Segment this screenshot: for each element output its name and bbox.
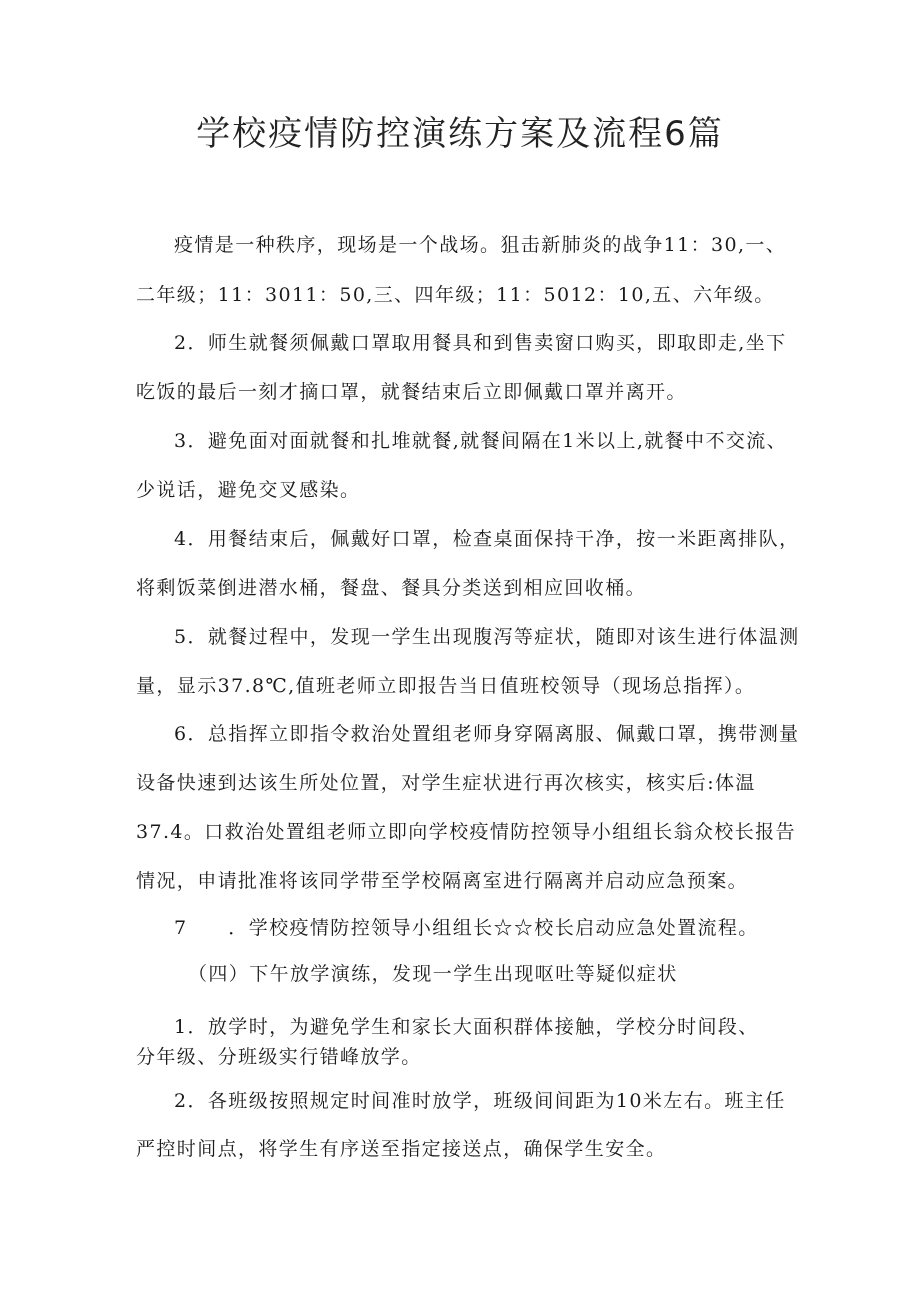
- paragraph-line: 2．各班级按照规定时间准时放学，班级间间距为10米左右。班主任: [174, 1090, 786, 1112]
- paragraph-line: 37.4。口救治处置组老师立即向学校疫情防控领导小组组长翁众校长报告: [136, 821, 796, 843]
- paragraph-line: 2．师生就餐须佩戴口罩取用餐具和到售卖窗口购买，即取即走,坐下: [174, 332, 787, 354]
- paragraph-line: 严控时间点，将学生有序送至指定接送点，确保学生安全。: [136, 1138, 667, 1160]
- paragraph-line: 量，显示37.8℃,值班老师立即报告当日值班校领导（现场总指挥）。: [136, 675, 756, 697]
- paragraph-line: 疫情是一种秩序，现场是一个战场。狙击新肺炎的战争11：30,一、: [174, 234, 787, 256]
- paragraph-line: 5．就餐过程中，发现一学生出现腹泻等症状，随即对该生进行体温测: [174, 626, 800, 648]
- paragraph-line: 3．避免面对面就餐和扎堆就餐,就餐间隔在1米以上,就餐中不交流、: [174, 430, 788, 452]
- paragraph-line: 情况，申请批准将该同学带至学校隔离室进行隔离并启动应急预案。: [136, 870, 749, 892]
- paragraph-line: 6．总指挥立即指令救治处置组老师身穿隔离服、佩戴口罩，携带测量: [174, 723, 800, 745]
- paragraph-line: 7 ．学校疫情防控领导小组组长☆☆校长启动应急处置流程。: [174, 917, 759, 939]
- paragraph-line: 将剩饭菜倒进潜水桶，餐盘、餐具分类送到相应回收桶。: [136, 577, 647, 599]
- section-heading: （四）下午放学演练，发现一学生出现呕吐等疑似症状: [188, 963, 678, 985]
- paragraph-line: 分年级、分班级实行错峰放学。: [136, 1046, 422, 1068]
- paragraph-line: 设备快速到达该生所处位置，对学生症状进行再次核实，核实后:体温: [136, 772, 756, 794]
- document-title: 学校疫情防控演练方案及流程6篇: [196, 114, 724, 154]
- paragraph-line: 1．放学时，为避免学生和家长大面积群体接触，学校分时间段、: [174, 1016, 759, 1038]
- paragraph-line: 吃饭的最后一刻才摘口罩，就餐结束后立即佩戴口罩并离开。: [136, 381, 687, 403]
- paragraph-line: 少说话，避免交叉感染。: [136, 479, 361, 501]
- paragraph-line: 二年级；11：3011：50,三、四年级；11：5012：10,五、六年级。: [136, 284, 775, 306]
- paragraph-line: 4．用餐结束后，佩戴好口罩，检查桌面保持干净，按一米距离排队，: [174, 528, 800, 550]
